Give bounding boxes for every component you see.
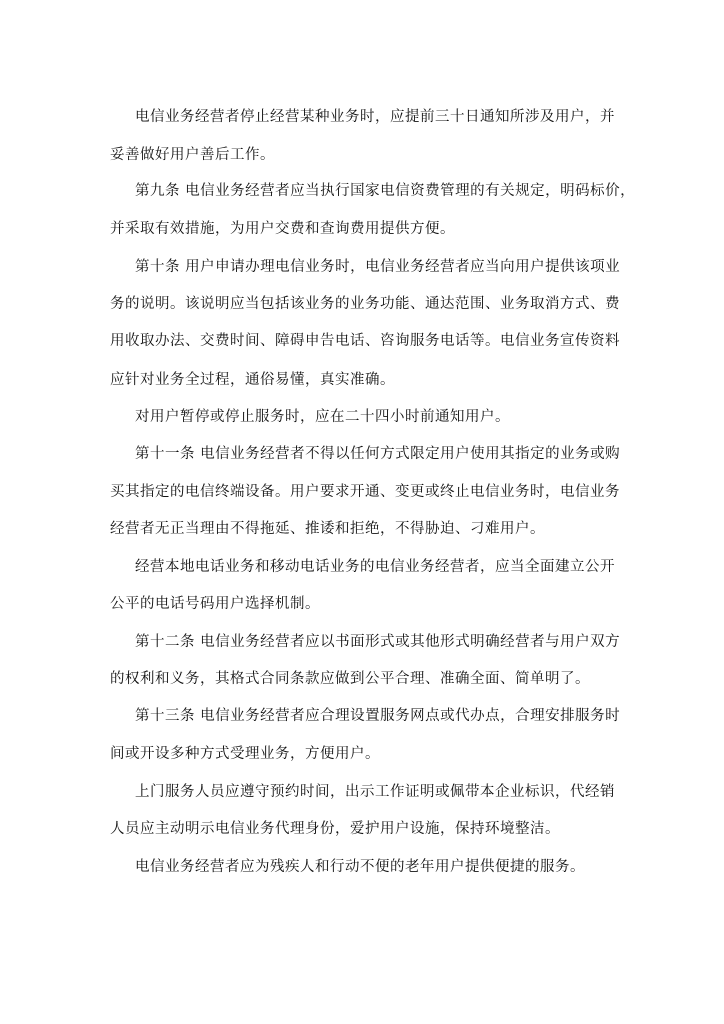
text-line: 妥善做好用户善后工作。 — [110, 147, 275, 163]
text-line: 第十三条 电信业务经营者应合理设置服务网点或代办点，合理安排服务时 — [135, 708, 621, 724]
text-line: 务的说明。该说明应当包括该业务的业务功能、通达范围、业务取消方式、费 — [110, 296, 620, 312]
text-line: 公平的电话号码用户选择机制。 — [110, 596, 320, 612]
text-line: 第十条 用户申请办理电信业务时，电信业务经营者应当向用户提供该项业 — [135, 259, 621, 275]
text-line: 经营本地电话业务和移动电话业务的电信业务经营者，应当全面建立公开 — [135, 559, 615, 575]
text-line: 并采取有效措施，为用户交费和查询费用提供方便。 — [110, 221, 455, 237]
text-line: 上门服务人员应遵守预约时间，出示工作证明或佩带本企业标识，代经销 — [135, 784, 615, 800]
text-line: 对用户暂停或停止服务时，应在二十四小时前通知用户。 — [135, 409, 510, 425]
text-line: 用收取办法、交费时间、障碍申告电话、咨询服务电话等。电信业务宣传资料 — [110, 333, 620, 349]
text-line: 电信业务经营者停止经营某种业务时，应提前三十日通知所涉及用户，并 — [135, 109, 615, 125]
text-line: 买其指定的电信终端设备。用户要求开通、变更或终止电信业务时，电信业务 — [110, 484, 620, 500]
text-line: 经营者无正当理由不得拖延、推诿和拒绝，不得胁迫、刁难用户。 — [110, 521, 545, 537]
text-line: 第十二条 电信业务经营者应以书面形式或其他形式明确经营者与用户双方 — [135, 634, 621, 650]
text-line: 间或开设多种方式受理业务，方便用户。 — [110, 746, 380, 762]
text-line: 第十一条 电信业务经营者不得以任何方式限定用户使用其指定的业务或购 — [135, 446, 621, 462]
text-line: 的权利和义务，其格式合同条款应做到公平合理、准确全面、简单明了。 — [110, 671, 590, 687]
text-line: 电信业务经营者应为残疾人和行动不便的老年用户提供便捷的服务。 — [135, 859, 585, 875]
text-line: 第九条 电信业务经营者应当执行国家电信资费管理的有关规定，明码标价， — [135, 183, 636, 199]
text-line: 人员应主动明示电信业务代理身份，爱护用户设施，保持环境整洁。 — [110, 821, 560, 837]
text-line: 应针对业务全过程，通俗易懂，真实准确。 — [110, 372, 395, 388]
